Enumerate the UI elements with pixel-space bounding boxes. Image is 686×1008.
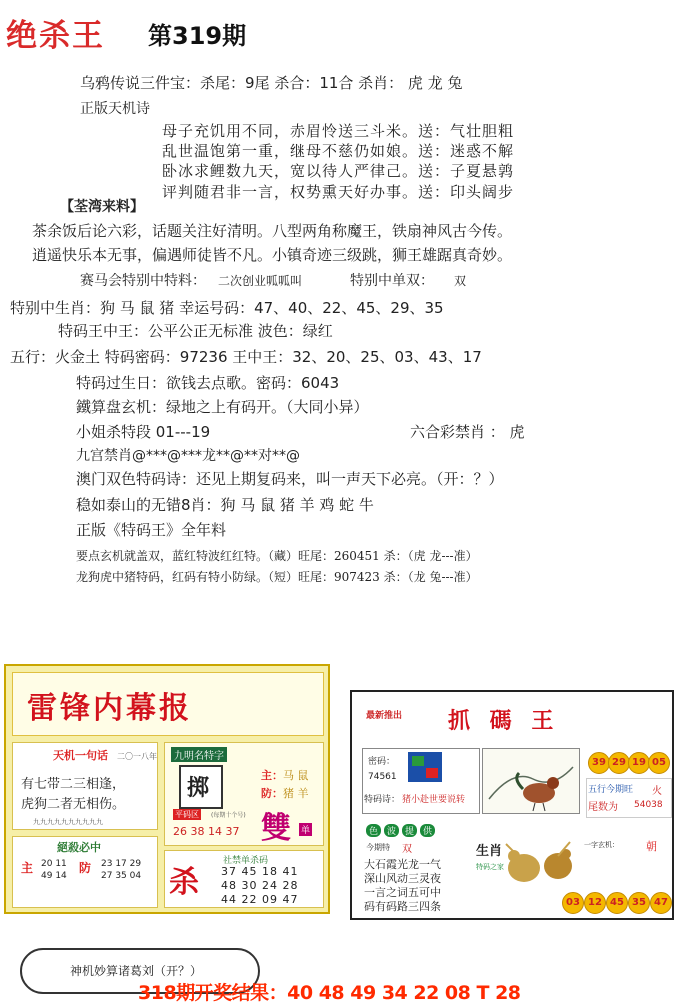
five-elements-line: 五行：火金土 特码密码：97236 王中王：32、20、25、03、43、17 bbox=[10, 348, 482, 366]
horse-label: 赛马会特别中特料： bbox=[80, 273, 206, 289]
right-title: 抓 碼 王 bbox=[448, 708, 560, 734]
draw-result: 318期开奖结果：40 48 49 34 22 08 T 28 bbox=[138, 982, 521, 1004]
tail-value: 54038 bbox=[634, 800, 663, 810]
lucky-ball: 29 bbox=[608, 752, 630, 774]
left-nums: 20 11 bbox=[41, 859, 67, 869]
kill-char: 杀 bbox=[169, 865, 199, 900]
double-char: 雙 bbox=[261, 811, 291, 846]
ping-nums: 26 38 14 37 bbox=[173, 825, 240, 838]
birthday-line: 特码过生日：欲钱去点歌。密码：6043 bbox=[76, 374, 340, 392]
tip-line: 要点玄机就盖双，蓝红特波红红特。（藏）旺尾：260451 杀：（虎 龙---准） bbox=[76, 549, 478, 563]
color-chip: 提 bbox=[402, 824, 417, 837]
lucky-ball: 35 bbox=[628, 892, 650, 914]
page-title: 绝杀王 bbox=[6, 18, 105, 54]
issue-number: 第319期 bbox=[148, 22, 247, 50]
poem-value: 猪小赴世要说转 bbox=[402, 795, 466, 805]
five-label: 五行今期旺 bbox=[588, 785, 634, 795]
te-label: 特码之家 bbox=[476, 863, 504, 871]
double-sub: 单 bbox=[299, 823, 312, 836]
zhu2-label: 主 bbox=[21, 861, 34, 875]
banner-title: 雷锋内幕报 bbox=[27, 691, 192, 726]
annual-heading: 正版《特码王》全年料 bbox=[76, 521, 227, 539]
pq-line: 一言之词五可中 bbox=[364, 886, 441, 899]
sky-small: 二〇一八年 bbox=[117, 752, 157, 761]
poem-line: 卧冰求鲤数九天，宽以待人严律己。送：子夏悬鹑 bbox=[162, 162, 515, 180]
mid-head: 九明名特字 bbox=[171, 747, 227, 762]
poem-line: 乱世温饱第一重，继母不慈仍如娘。送：迷惑不解 bbox=[162, 142, 515, 160]
ling-value: 双 bbox=[402, 844, 412, 855]
char-main: 掷 bbox=[187, 776, 210, 801]
zhu-label: 主： bbox=[261, 769, 283, 782]
ling-label: 今期特 bbox=[366, 843, 390, 852]
code-label: 密码： bbox=[368, 757, 396, 767]
fang2-label: 防 bbox=[79, 861, 92, 875]
poem-line: 母子充饥用不同，赤眉怜送三斗米。送：气壮胆粗 bbox=[162, 122, 515, 140]
ping-sub: (每期十个号) bbox=[211, 812, 246, 819]
poem-line: 评判随君非一言，权势熏天好办事。送：印头阔步 bbox=[162, 183, 515, 201]
sheng-label: 生肖 bbox=[476, 844, 503, 859]
single-double-label: 特别中单双： bbox=[350, 273, 434, 289]
right-nums: 27 35 04 bbox=[101, 871, 142, 881]
banner bbox=[12, 672, 324, 736]
grid-row: 37 45 18 41 bbox=[221, 865, 299, 878]
lucky-ball: 47 bbox=[650, 892, 672, 914]
ping-label: 平码区 bbox=[175, 810, 199, 819]
jue-label: 絕殺必中 bbox=[57, 841, 101, 854]
single-double-value: 双 bbox=[454, 274, 467, 288]
lucky-ball: 19 bbox=[628, 752, 650, 774]
macau-line: 澳门双色特码诗：还见上期复码来，叫一声天下必亮。（开：？） bbox=[76, 470, 504, 488]
color-chip: 供 bbox=[420, 824, 435, 837]
verse-line: 逍遥快乐本无事，偏遇师徒皆不凡。小镇奇迹三级跳，狮王雄踞真奇妙。 bbox=[32, 246, 513, 264]
code-value: 74561 bbox=[368, 772, 397, 782]
yu-value: 朝 bbox=[646, 840, 657, 853]
nine-palace-line: 九宫禁肖@***@***龙**@**对**@ bbox=[76, 448, 300, 464]
bottom-left-box bbox=[12, 836, 158, 908]
sky-label: 天机一句话 bbox=[53, 749, 108, 762]
source-heading: 【荃湾来料】 bbox=[60, 199, 144, 215]
new-label: 最新推出 bbox=[366, 711, 403, 721]
five-value: 火 bbox=[652, 786, 662, 797]
pq-line: 码有码路三四条 bbox=[364, 900, 441, 913]
sky-footer: 九九九九九九九九九九 bbox=[33, 818, 103, 826]
mid-box bbox=[164, 742, 324, 846]
lucky-ball: 12 bbox=[584, 892, 606, 914]
zhu-value: 马 鼠 bbox=[283, 769, 309, 782]
king-line: 特码王中王：公平公正无标准 波色：绿红 bbox=[58, 322, 333, 340]
grid-row: 44 22 09 47 bbox=[221, 893, 299, 906]
yu-label: 一字玄机： bbox=[584, 841, 619, 849]
left-nums: 49 14 bbox=[41, 871, 67, 881]
lucky-ball: 39 bbox=[588, 752, 610, 774]
sky-poem: 有七带二三相逢， bbox=[21, 777, 126, 792]
verse-line: 茶余饭后论六彩，话题关注好清明。八型两角称魔王，铁扇神风古今传。 bbox=[32, 222, 513, 240]
mouse-icon bbox=[500, 836, 578, 892]
logo-icon bbox=[408, 752, 442, 782]
poem-label: 特码诗： bbox=[364, 795, 401, 805]
sky-poem: 虎狗二者无相伤。 bbox=[21, 797, 126, 812]
poem-heading: 正版天机诗 bbox=[80, 101, 150, 117]
lucky-ball: 03 bbox=[562, 892, 584, 914]
kill-line: 乌鸦传说三件宝：杀尾：9尾 杀合：11合 杀肖： 虎 龙 兔 bbox=[80, 74, 463, 92]
left-newspaper-panel bbox=[4, 664, 330, 914]
stable-line: 稳如泰山的无错8肖：狗 马 鼠 猪 羊 鸡 蛇 牛 bbox=[76, 496, 374, 514]
color-chip: 波 bbox=[384, 824, 399, 837]
fang-label: 防： bbox=[261, 787, 283, 800]
grid-row: 48 30 24 28 bbox=[221, 879, 299, 892]
right-newspaper-panel bbox=[350, 690, 674, 920]
color-chip: 色 bbox=[366, 824, 381, 837]
abacus-line: 鐵算盘玄机：绿地之上有码开。（大同小异） bbox=[76, 398, 369, 416]
sky-box bbox=[12, 742, 158, 830]
rooster-icon bbox=[482, 748, 580, 814]
tip-line: 龙狗虎中猪特码，红码有特小防绿。（短）旺尾：907423 杀：（龙 兔---准） bbox=[76, 570, 478, 584]
right-nums: 23 17 29 bbox=[101, 859, 142, 869]
ban-zodiac: 六合彩禁肖 ： 虎 bbox=[410, 423, 525, 441]
lucky-ball: 45 bbox=[606, 892, 628, 914]
zodiac-line: 特别中生肖：狗 马 鼠 猪 幸运号码：47、40、22、45、29、35 bbox=[10, 299, 444, 317]
grid-head: 社禁单杀码 bbox=[223, 856, 269, 866]
segment-line: 小姐杀特段 01---19 bbox=[76, 423, 211, 441]
cloud-text: 神机妙算诸葛刘（开？） bbox=[70, 964, 203, 978]
lucky-ball: 05 bbox=[648, 752, 670, 774]
pq-line: 深山风动三灵夜 bbox=[364, 872, 441, 885]
fang-value: 猪 羊 bbox=[283, 787, 309, 800]
tail-label: 尾数为 bbox=[588, 802, 618, 813]
pq-line: 大石霞光龙一气 bbox=[364, 858, 441, 871]
horse-value: 二次创业呱呱叫 bbox=[218, 274, 303, 288]
color-row bbox=[366, 824, 435, 837]
grid-box bbox=[164, 850, 324, 908]
